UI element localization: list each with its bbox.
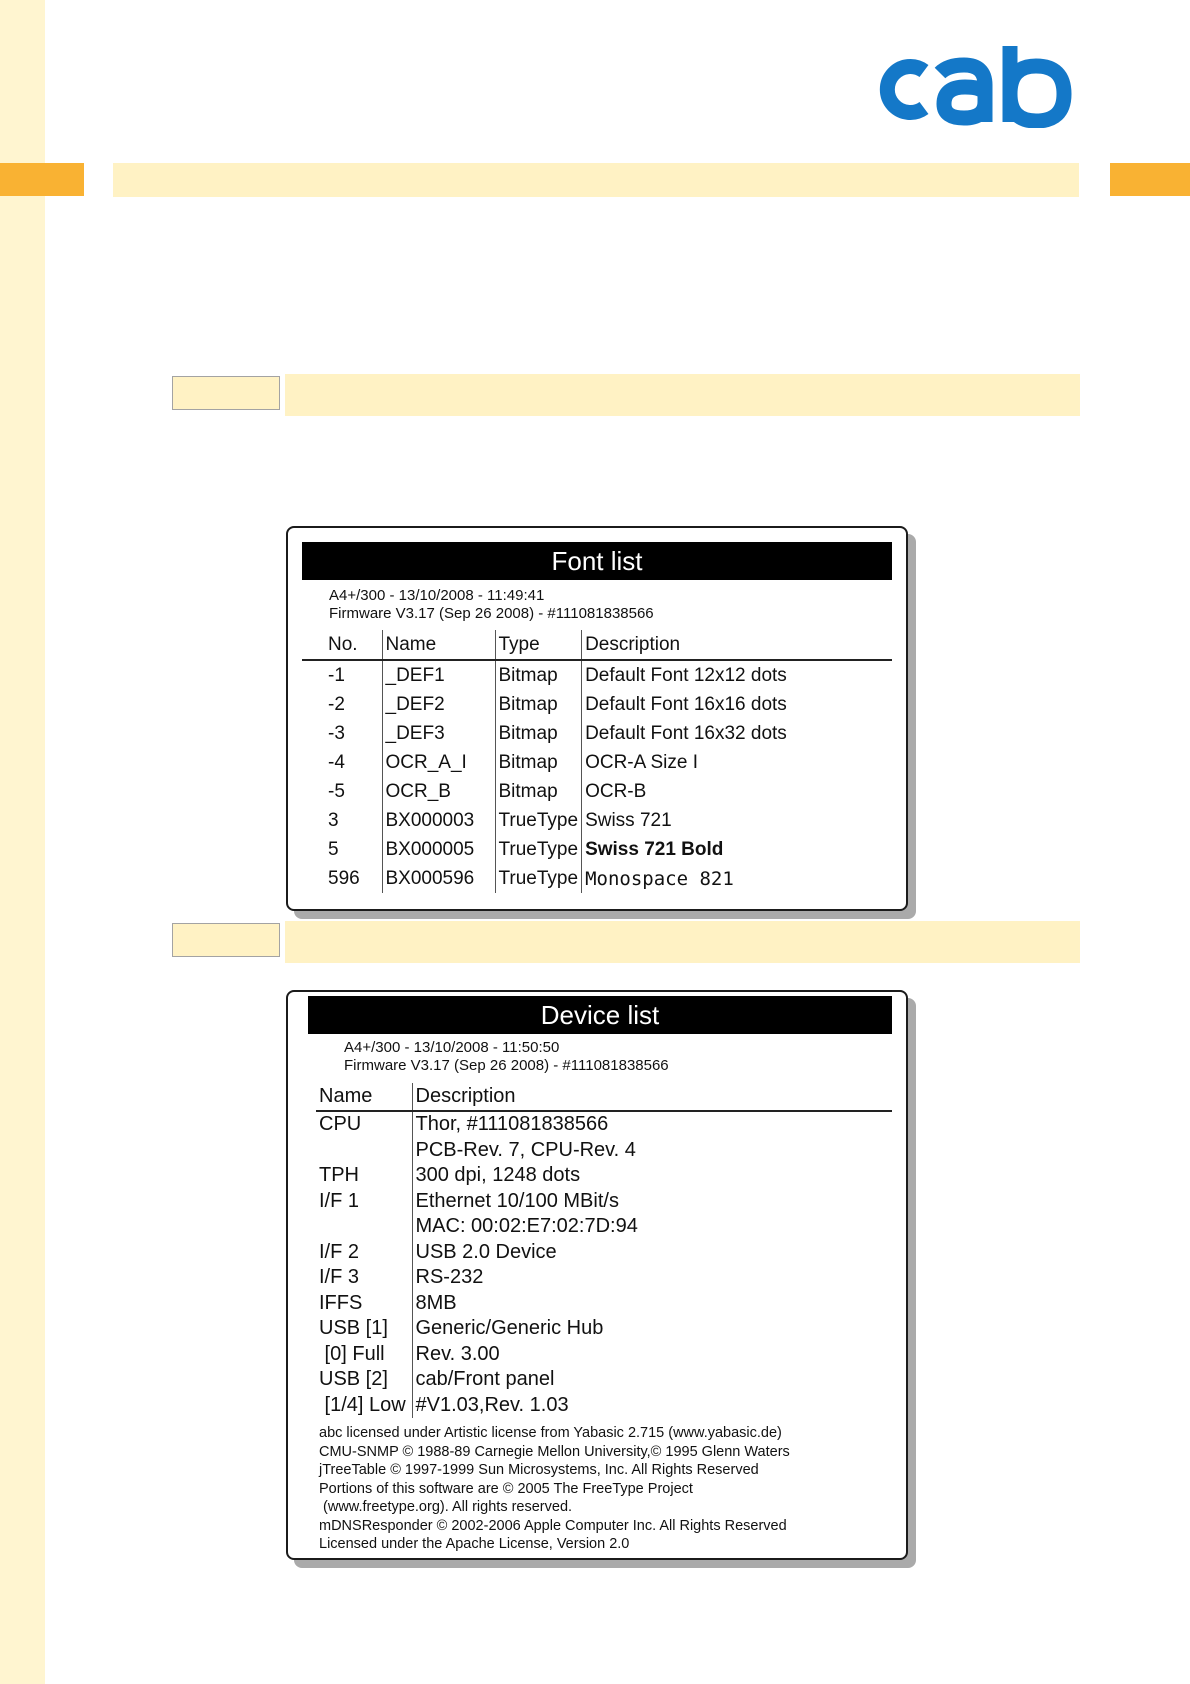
device-description: Ethernet 10/100 MBit/s (412, 1189, 892, 1215)
device-row (316, 1214, 892, 1240)
device-row (316, 1265, 892, 1291)
device-description: MAC: 00:02:E7:02:7D:94 (412, 1214, 892, 1240)
font-type: Bitmap (495, 777, 582, 806)
font-table-header (302, 630, 892, 660)
font-type: Bitmap (495, 690, 582, 719)
font-no: 5 (328, 838, 339, 860)
device-description: RS-232 (412, 1265, 892, 1291)
device-row (316, 1316, 892, 1342)
license-line: Portions of this software are © 2005 The FreeType Project (319, 1480, 693, 1497)
font-no: -3 (328, 722, 345, 744)
left-margin-strip (0, 0, 45, 1684)
font-no: 3 (328, 809, 339, 831)
font-type: TrueType (495, 864, 582, 893)
device-row (316, 1367, 892, 1393)
device-list-title: Device list (308, 996, 892, 1034)
device-row (316, 1393, 892, 1419)
col-name: Name (382, 630, 495, 660)
device-row (316, 1291, 892, 1317)
device-name: USB [1] (319, 1317, 388, 1340)
col-type: Type (495, 630, 582, 660)
device-table (316, 1083, 892, 1418)
font-name: BX000003 (382, 806, 495, 835)
font-description: Monospace 821 (582, 864, 892, 893)
section-title-bar (285, 921, 1080, 963)
section-title-bar (285, 374, 1080, 416)
font-description: OCR-A Size I (582, 748, 892, 777)
device-name: USB [2] (319, 1368, 388, 1391)
device-row (316, 1111, 892, 1138)
device-name: [0] Full (319, 1342, 385, 1365)
device-list-card (286, 990, 908, 1560)
font-description: Default Font 12x12 dots (582, 660, 892, 690)
device-name: I/F 2 (319, 1240, 360, 1263)
license-line: CMU-SNMP © 1988-89 Carnegie Mellon University,© 1995 Glenn Waters (319, 1443, 790, 1460)
font-description: OCR-B (582, 777, 892, 806)
font-list-meta (329, 587, 654, 623)
device-name (316, 1138, 412, 1164)
font-name: _DEF2 (382, 690, 495, 719)
font-row (302, 835, 892, 864)
license-notes (319, 1424, 790, 1554)
device-description: USB 2.0 Device (412, 1240, 892, 1266)
header-accent-left (0, 163, 84, 196)
font-description: Default Font 16x16 dots (582, 690, 892, 719)
section-number-box (172, 376, 280, 410)
font-no: -1 (328, 664, 345, 686)
meta-line-firmware: Firmware V3.17 (Sep 26 2008) - #111081838566 (344, 1057, 669, 1074)
col-no: No. (328, 633, 358, 655)
device-description: cab/Front panel (412, 1367, 892, 1393)
device-row (316, 1342, 892, 1368)
font-row (302, 690, 892, 719)
meta-line-firmware: Firmware V3.17 (Sep 26 2008) - #111081838566 (329, 605, 654, 622)
license-line: jTreeTable © 1997-1999 Sun Microsystems, Inc. All Rights Reserved (319, 1462, 759, 1478)
font-name: BX000005 (382, 835, 495, 864)
device-name: I/F 3 (319, 1266, 360, 1289)
device-row (316, 1240, 892, 1266)
font-description: Default Font 16x32 dots (582, 719, 892, 748)
cab-logo (868, 38, 1074, 128)
font-list-title: Font list (302, 542, 892, 580)
device-table-header (316, 1083, 892, 1111)
device-description: Rev. 3.00 (412, 1342, 892, 1368)
device-row (316, 1163, 892, 1189)
font-row (302, 748, 892, 777)
header-accent-right (1110, 163, 1190, 196)
device-name: CPU (319, 1113, 362, 1136)
device-name: IFFS (319, 1291, 363, 1314)
font-name: OCR_B (382, 777, 495, 806)
col-description: Description (582, 630, 892, 660)
font-type: TrueType (495, 835, 582, 864)
font-type: Bitmap (495, 660, 582, 690)
font-description: Swiss 721 (582, 806, 892, 835)
font-name: OCR_A_I (382, 748, 495, 777)
font-list-card (286, 526, 908, 911)
license-line: abc licensed under Artistic license from Yabasic 2.715 (www.yabasic.de) (319, 1425, 782, 1441)
font-row (302, 777, 892, 806)
license-line: mDNSResponder © 2002-2006 Apple Computer Inc. All Rights Reserved (319, 1517, 787, 1534)
font-row (302, 660, 892, 690)
device-name: TPH (319, 1164, 359, 1187)
device-list-meta (344, 1039, 669, 1075)
font-row (302, 806, 892, 835)
license-line: Licensed under the Apache License, Version 2.0 (319, 1536, 630, 1552)
device-description: 300 dpi, 1248 dots (412, 1163, 892, 1189)
font-no: -2 (328, 693, 345, 715)
font-description: Swiss 721 Bold (582, 835, 892, 864)
font-type: Bitmap (495, 748, 582, 777)
font-table (302, 630, 892, 893)
col-description: Description (412, 1083, 892, 1111)
font-no: -5 (328, 780, 345, 802)
font-no: 596 (328, 867, 360, 889)
section-heading-font-list (172, 374, 1080, 416)
device-description: #V1.03,Rev. 1.03 (412, 1393, 892, 1419)
device-row (316, 1189, 892, 1215)
meta-line-date: A4+/300 - 13/10/2008 - 11:50:50 (344, 1039, 560, 1056)
device-row (316, 1138, 892, 1164)
device-name (316, 1214, 412, 1240)
meta-line-date: A4+/300 - 13/10/2008 - 11:49:41 (329, 587, 545, 604)
font-row (302, 719, 892, 748)
font-row (302, 864, 892, 893)
section-heading-device-list (172, 921, 1080, 963)
col-name: Name (319, 1085, 373, 1107)
device-name: I/F 1 (319, 1189, 360, 1212)
device-name: [1/4] Low (319, 1393, 406, 1416)
font-name: _DEF3 (382, 719, 495, 748)
device-description: Generic/Generic Hub (412, 1316, 892, 1342)
font-no: -4 (328, 751, 345, 773)
section-number-box (172, 923, 280, 957)
font-type: Bitmap (495, 719, 582, 748)
device-description: 8MB (412, 1291, 892, 1317)
header-bar (113, 163, 1079, 197)
device-description: PCB-Rev. 7, CPU-Rev. 4 (412, 1138, 892, 1164)
font-name: _DEF1 (382, 660, 495, 690)
device-description: Thor, #111081838566 (412, 1111, 892, 1138)
font-type: TrueType (495, 806, 582, 835)
font-name: BX000596 (382, 864, 495, 893)
license-line: (www.freetype.org). All rights reserved. (319, 1499, 573, 1515)
